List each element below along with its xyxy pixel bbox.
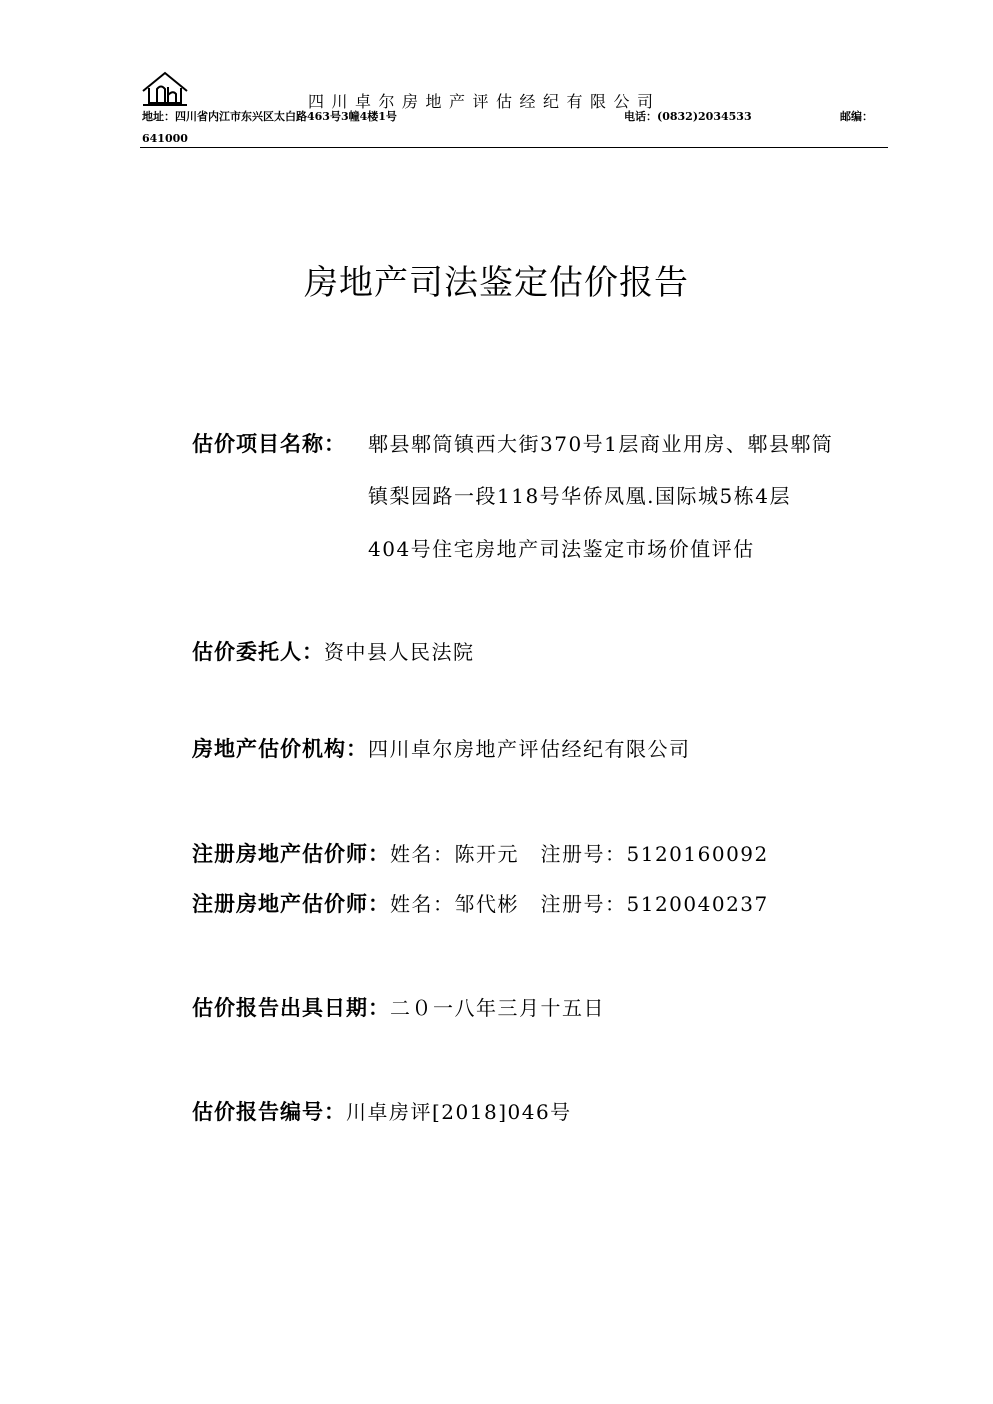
client-value: 资中县人民法院 (324, 640, 475, 664)
client-section (192, 636, 475, 666)
appraiser-row (192, 838, 769, 868)
appraiser-value: 姓名：邹代彬 注册号：5120040237 (390, 892, 769, 916)
client-label: 估价委托人： (192, 640, 324, 664)
report-number-label: 估价报告编号： (192, 1100, 346, 1124)
header-divider (140, 147, 888, 148)
issue-date-value: 二０一八年三月十五日 (390, 996, 605, 1020)
agency-label: 房地产估价机构： (192, 737, 368, 761)
company-logo-icon (140, 70, 190, 106)
appraiser-label: 注册房地产估价师： (192, 892, 390, 916)
company-address: 地址：四川省内江市东兴区太白路463号3幢4楼1号 (142, 110, 397, 123)
postcode-label: 邮编： (840, 110, 873, 123)
company-name: 四川卓尔房地产评估经纪有限公司 (308, 92, 661, 111)
company-phone: 电话：(0832)2034533 (624, 110, 752, 123)
project-name-line: 404号住宅房地产司法鉴定市场价值评估 (368, 537, 755, 561)
agency-section (192, 733, 691, 763)
report-number-section (192, 1096, 572, 1126)
report-number-value: 川卓房评[2018]046号 (346, 1100, 572, 1124)
project-name-line: 镇梨园路一段118号华侨凤凰.国际城5栋4层 (368, 484, 791, 508)
agency-value: 四川卓尔房地产评估经纪有限公司 (368, 737, 691, 761)
appraiser-value: 姓名：陈开元 注册号：5120160092 (390, 842, 769, 866)
report-title: 房地产司法鉴定估价报告 (304, 263, 689, 303)
project-name-label: 估价项目名称： (192, 432, 346, 456)
issue-date-section (192, 992, 605, 1022)
letterhead (140, 70, 888, 150)
project-name-line: 郫县郫筒镇西大街370号1层商业用房、郫县郫筒 (368, 432, 834, 456)
postcode-value: 641000 (142, 132, 188, 145)
appraiser-label: 注册房地产估价师： (192, 842, 390, 866)
issue-date-label: 估价报告出具日期： (192, 996, 390, 1020)
appraiser-row (192, 888, 769, 918)
